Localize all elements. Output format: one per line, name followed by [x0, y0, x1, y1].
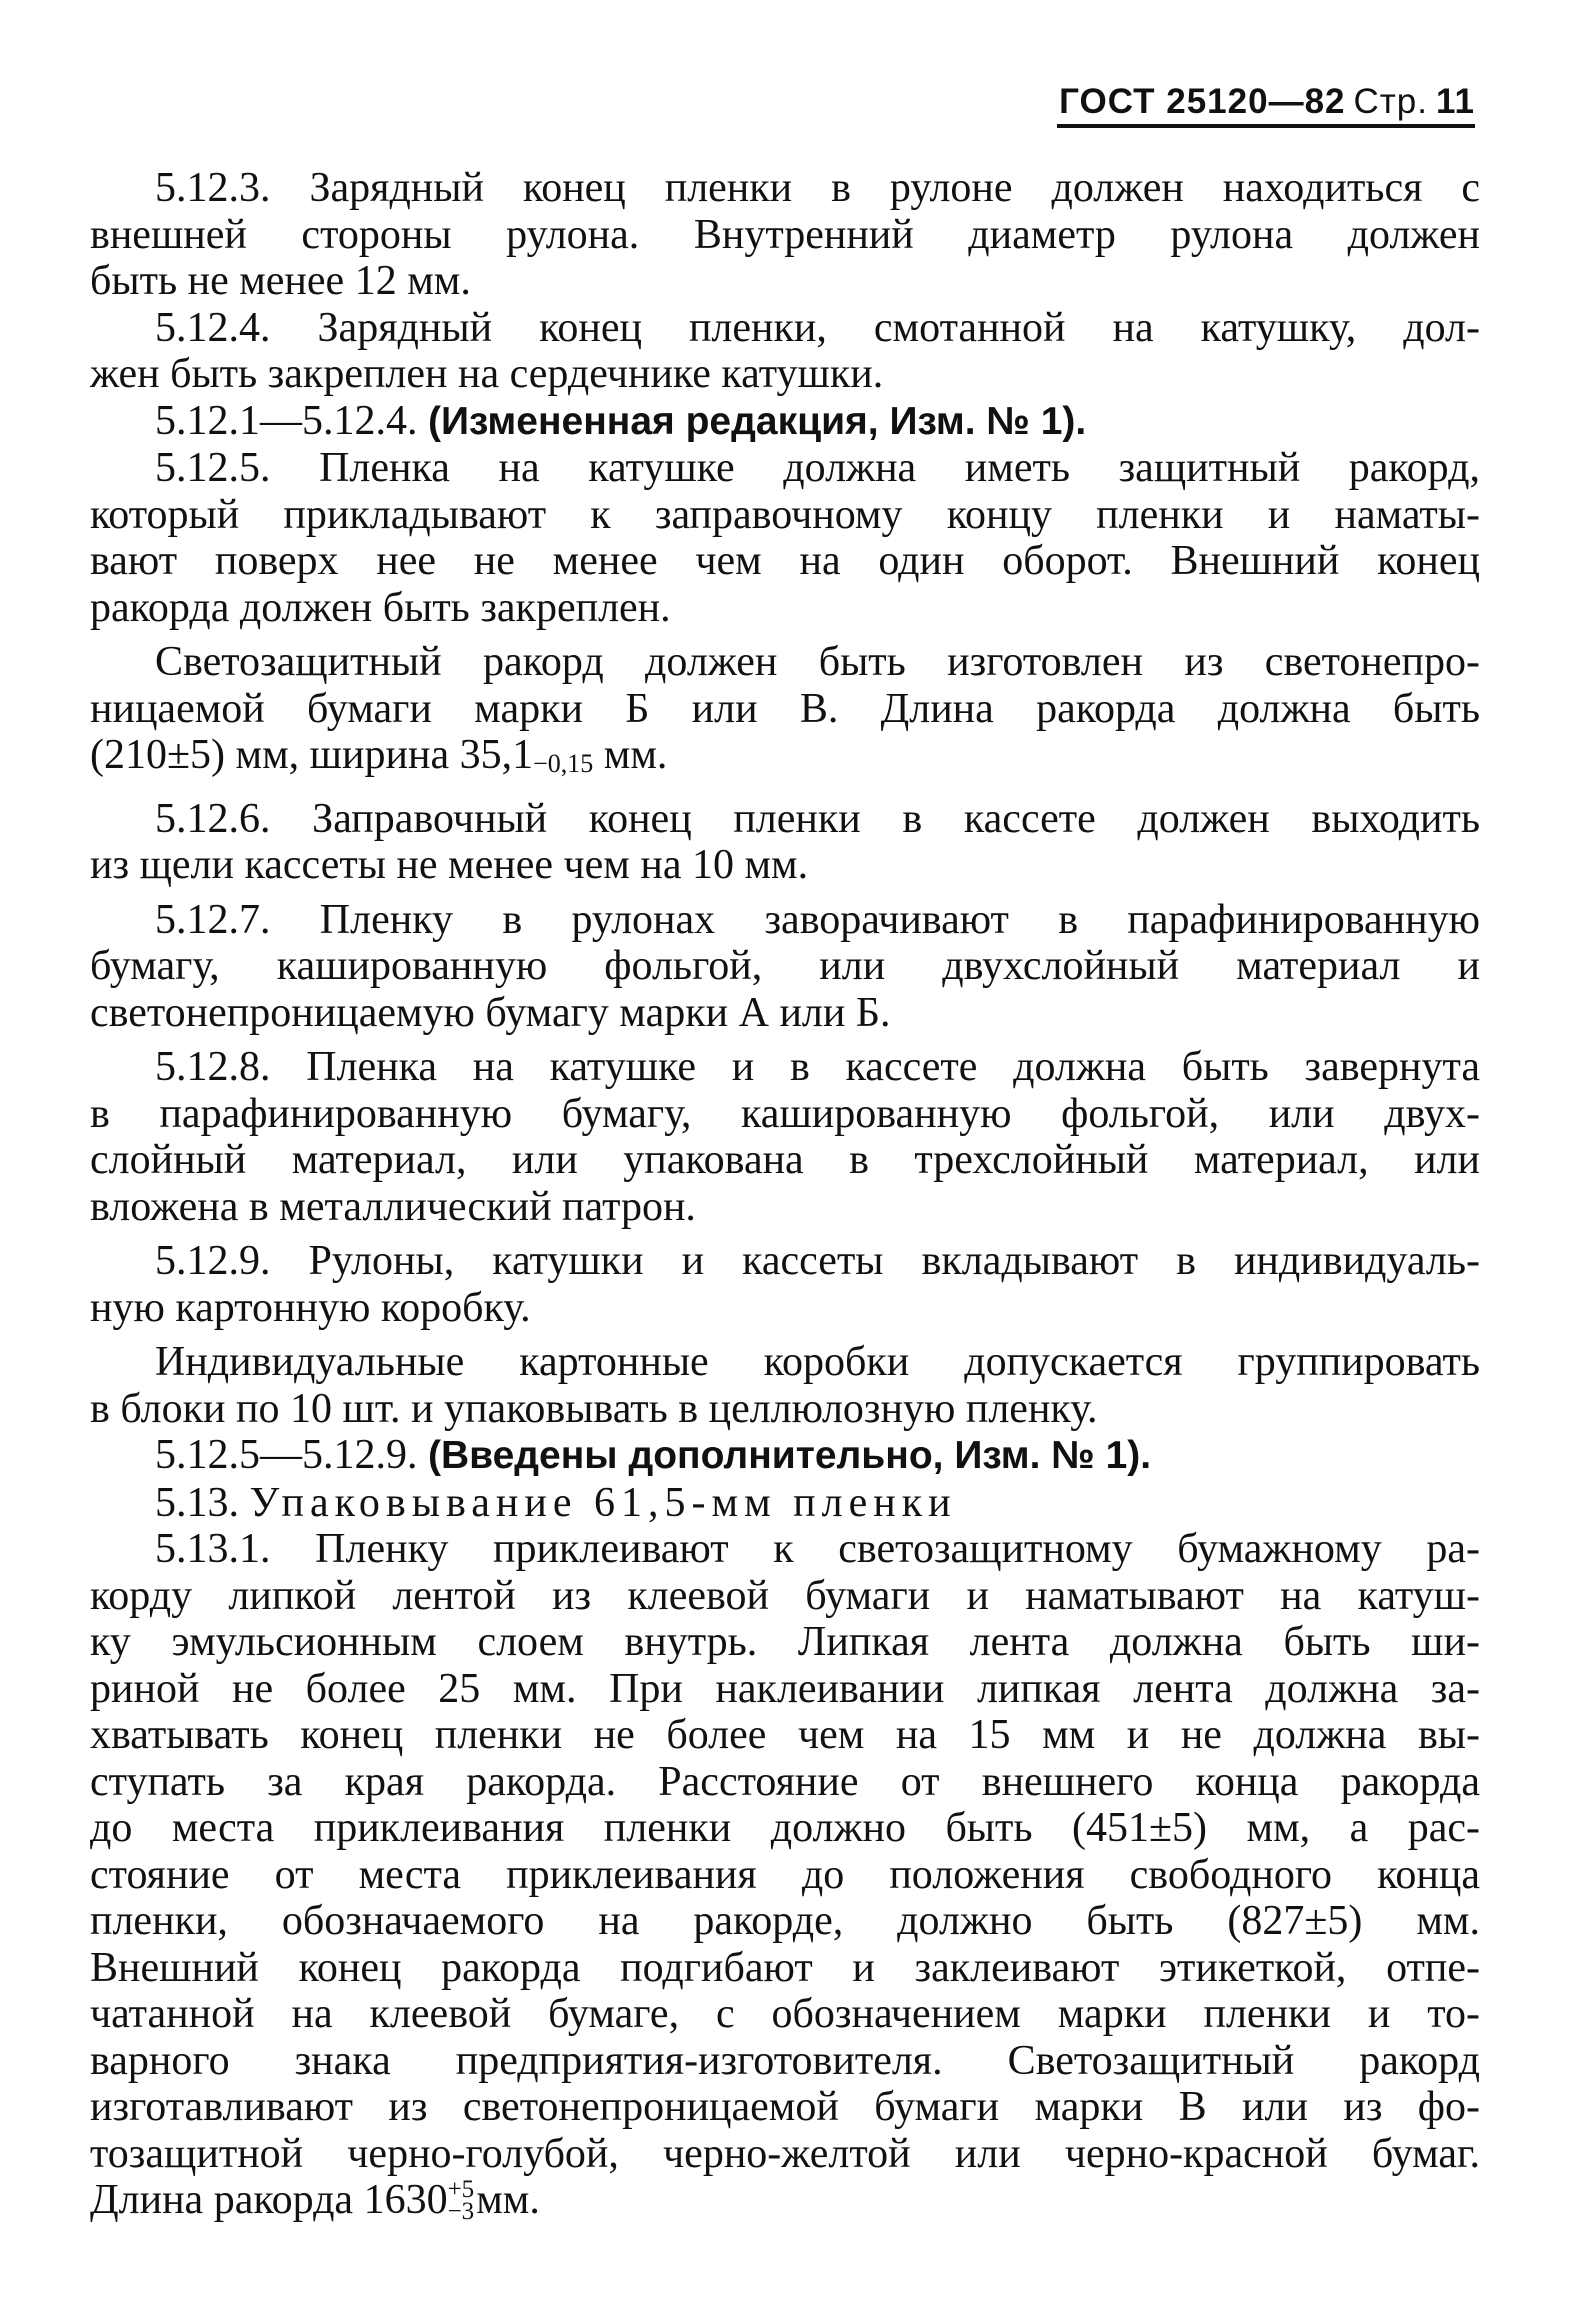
- amendment-note: (Введены дополнительно, Изм. № 1).: [428, 1434, 1152, 1477]
- text-line: ракорда должен быть закреплен.: [90, 584, 671, 631]
- text-line: ницаемой бумаги марки Б или В. Длина ракорда должна быть: [90, 685, 1480, 732]
- header-rule: [1057, 124, 1475, 128]
- standard-number: ГОСТ 25120—82: [1059, 82, 1346, 121]
- text-line: ную картонную коробку.: [90, 1284, 531, 1331]
- text-line: стояние от места приклеивания до положения свободного конца: [90, 1851, 1480, 1898]
- text-line: изготавливают из светонепроницаемой бумаги марки В или из фо-: [90, 2084, 1480, 2130]
- section-heading: [90, 1480, 1480, 1527]
- clause-range: 5.12.5—5.12.9.: [155, 1432, 418, 1478]
- text-line: который прикладывают к заправочному концу пленки и наматы-: [90, 491, 1480, 538]
- text-line: до места приклеивания пленки должно быть (451±5) мм, а рас-: [90, 1805, 1480, 1851]
- text-line: риной не более 25 мм. При наклеивании липкая лента должна за-: [90, 1665, 1480, 1712]
- text-line: светонепроницаемую бумагу марки А или Б.: [90, 989, 891, 1036]
- amendment-note: (Измененная редакция, Изм. № 1).: [428, 399, 1087, 443]
- section-number: 5.13.: [155, 1479, 239, 1526]
- text-line: 5.12.4. Зарядный конец пленки, смотанной на катушку, дол-: [155, 304, 1480, 351]
- page-header: [1059, 82, 1475, 122]
- text-line: слойный материал, или упакована в трехслойный материал, или: [90, 1137, 1480, 1183]
- length-tolerance: [447, 2176, 475, 2225]
- section-title: Упаковывание 61,5-мм пленки: [249, 1479, 957, 1526]
- text-line: чатанной на клеевой бумаге, с обозначением марки пленки и то-: [90, 1991, 1480, 2037]
- text-line: варного знака предприятия-изготовителя. Светозащитный ракорд: [90, 2037, 1480, 2084]
- length-unit: мм.: [476, 2177, 540, 2223]
- text-line: ступать за края ракорда. Расстояние от внешнего конца ракорда: [90, 1758, 1480, 1805]
- text-line: корду липкой лентой из клеевой бумаги и наматывают на катуш-: [90, 1572, 1480, 1619]
- dimension-line: [90, 732, 1480, 788]
- text-line: Индивидуальные картонные коробки допускается группировать: [155, 1339, 1480, 1385]
- text-line: в парафинированную бумагу, кашированную фольгой, или двух-: [90, 1090, 1480, 1137]
- text-line: в блоки по 10 шт. и упаковывать в целлюлозную пленку.: [90, 1385, 1098, 1432]
- length-line: [90, 2177, 1480, 2224]
- text-line: жен быть закреплен на сердечнике катушки.: [90, 351, 884, 397]
- text-line: 5.12.7. Пленку в рулонах заворачивают в парафинированную: [155, 896, 1480, 943]
- text-line: Внешний конец ракорда подгибают и заклеивают этикеткой, отпе-: [90, 1944, 1480, 1991]
- text-line: внешней стороны рулона. Внутренний диаметр рулона должен: [90, 211, 1480, 258]
- text-line: бумагу, кашированную фольгой, или двухслойный материал и: [90, 943, 1480, 989]
- amendment-line: [90, 398, 1480, 446]
- text-line: пленки, обозначаемого на ракорде, должно быть (827±5) мм.: [90, 1898, 1480, 1944]
- dimension-tolerance: −0,15: [533, 749, 594, 778]
- dimension-text: (210±5) мм, ширина 35,1: [90, 732, 534, 778]
- text-line: быть не менее 12 мм.: [90, 258, 471, 304]
- tolerance-lower: −3: [447, 2198, 475, 2225]
- text-line: 5.12.3. Зарядный конец пленки в рулоне должен находиться с: [155, 165, 1480, 211]
- text-line: хватывать конец пленки не более чем на 15 мм и не должна вы-: [90, 1712, 1480, 1758]
- text-line: Светозащитный ракорд должен быть изготовлен из светонепро-: [155, 639, 1480, 685]
- text-line: ку эмульсионным слоем внутрь. Липкая лента должна быть ши-: [90, 1619, 1480, 1665]
- text-line: 5.12.8. Пленка на катушке и в кассете должна быть завернута: [155, 1044, 1480, 1090]
- document-body: [90, 165, 1480, 2224]
- amendment-line: [90, 1432, 1480, 1480]
- text-line: 5.12.6. Заправочный конец пленки в кассете должен выходить: [155, 795, 1480, 842]
- page-number: 11: [1436, 82, 1475, 121]
- page-label: Стр.: [1353, 82, 1428, 121]
- text-line: тозащитной черно-голубой, черно-желтой или черно-красной бумаг.: [90, 2130, 1480, 2177]
- length-text: Длина ракорда 1630: [90, 2177, 448, 2223]
- dimension-unit: мм.: [593, 732, 668, 778]
- text-line: 5.12.5. Пленка на катушке должна иметь защитный ракорд,: [155, 445, 1480, 491]
- text-line: из щели кассеты не менее чем на 10 мм.: [90, 842, 809, 888]
- tolerance-upper: +5: [447, 2176, 475, 2203]
- text-line: 5.13.1. Пленку приклеивают к светозащитному бумажному ра-: [155, 1526, 1480, 1572]
- text-line: вложена в металлический патрон.: [90, 1183, 696, 1230]
- text-line: вают поверх нее не менее чем на один оборот. Внешний конец: [90, 538, 1480, 584]
- text-line: 5.12.9. Рулоны, катушки и кассеты вкладывают в индивидуаль-: [155, 1238, 1480, 1284]
- clause-range: 5.12.1—5.12.4.: [155, 397, 418, 444]
